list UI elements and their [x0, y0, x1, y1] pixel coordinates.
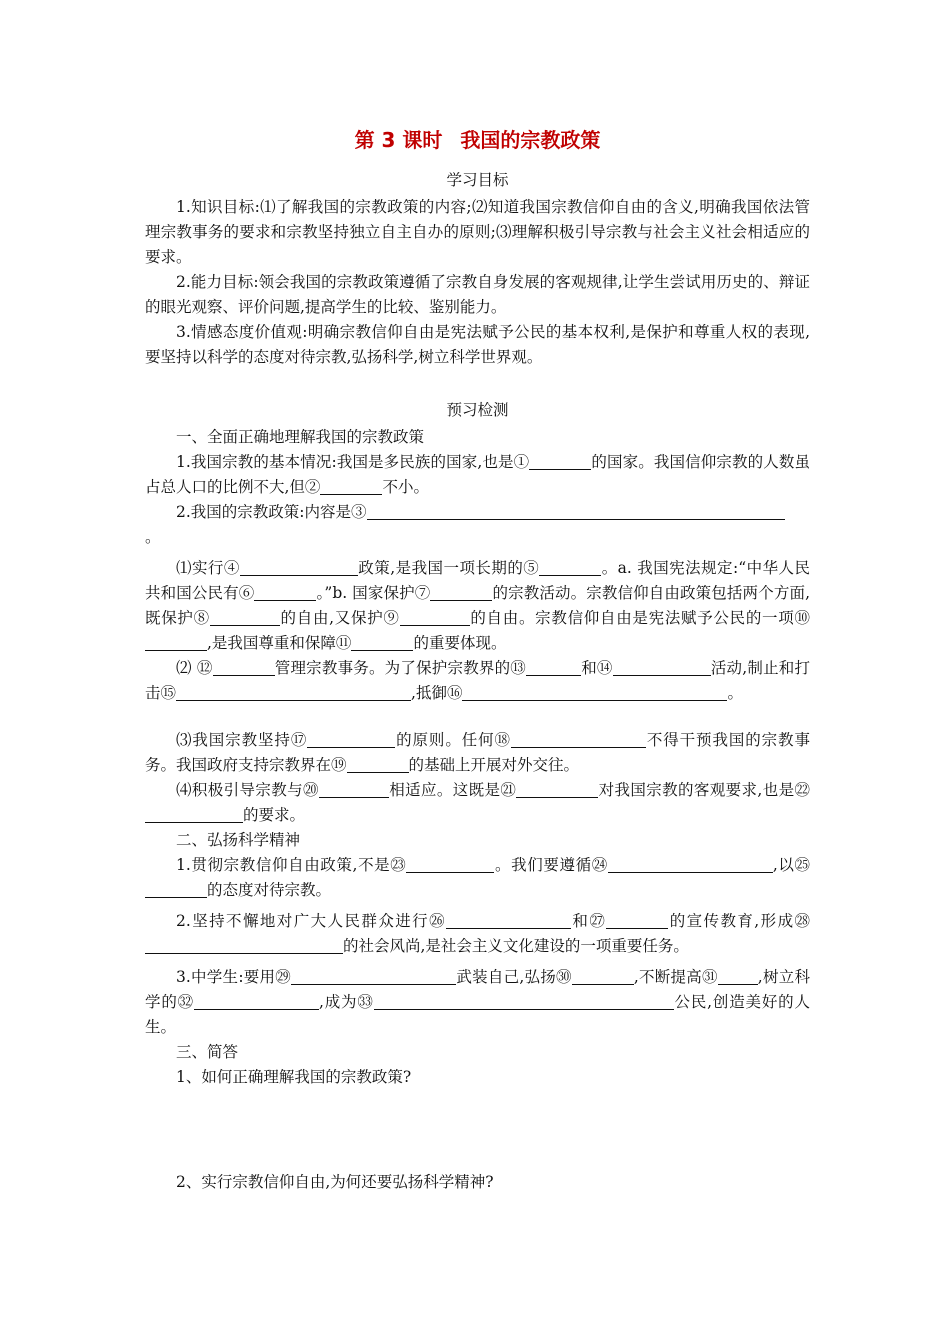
part1-s3: ⑶我国宗教坚持⑰ 的原则。任何⑱ 不得干预我国的宗教事务。我国政府支持宗教界在⑲ 的基础上开展对外交往。 — [145, 731, 810, 774]
part2-q3: 3.中学生:要用㉙ 武装自己,弘扬㉚ ,不断提高㉛ ,树立科学的㉜ ,成为㉝ 公民,创造美好的人生。 — [145, 968, 810, 1036]
blank-21[interactable] — [516, 781, 598, 798]
blank-29[interactable] — [291, 968, 456, 985]
part1-s4: ⑷积极引导宗教与⑳ 相适应。这既是㉑ 对我国宗教的客观要求,也是㉒的要求。 — [145, 778, 810, 828]
blank-19[interactable] — [347, 756, 409, 773]
blank-6[interactable] — [254, 584, 316, 601]
blank-8[interactable] — [210, 609, 280, 626]
blank-12[interactable] — [213, 659, 275, 676]
blank-3[interactable] — [367, 503, 785, 520]
blank-14[interactable] — [613, 659, 711, 676]
lesson-topic: 我国的宗教政策 — [460, 128, 601, 152]
blank-31[interactable] — [718, 968, 758, 985]
blank-32[interactable] — [194, 993, 319, 1010]
blank-16[interactable] — [462, 684, 727, 701]
blank-25[interactable] — [145, 881, 207, 898]
blank-28[interactable] — [145, 937, 343, 954]
part2-q1: 1.贯彻宗教信仰自由政策,不是㉓ 。我们要遵循㉔ ,以㉕的态度对待宗教。 — [145, 853, 810, 903]
blank-9[interactable] — [400, 609, 470, 626]
blank-5[interactable] — [539, 559, 601, 576]
part1-heading: 一、全面正确地理解我国的宗教政策 — [176, 428, 425, 446]
part2-q2: 2.坚持不懈地对广大人民群众进行㉖ 和㉗ 的宣传教育,形成㉘的社会风尚,是社会主义文化建设的一项重要任务。 — [145, 909, 810, 959]
part1-q2: 2.我国的宗教政策:内容是③ 。 — [145, 500, 810, 550]
blank-24[interactable] — [608, 856, 773, 873]
goals-heading: 学习目标 — [446, 171, 509, 189]
part2-heading: 二、弘扬科学精神 — [176, 831, 301, 849]
part3-q1: 1、如何正确理解我国的宗教政策? — [176, 1068, 412, 1086]
worksheet-page — [145, 118, 810, 1195]
page-title — [145, 126, 810, 154]
part3-heading: 三、简答 — [176, 1043, 239, 1061]
blank-26[interactable] — [446, 912, 571, 929]
blank-33[interactable] — [374, 993, 674, 1010]
part1-q1: 1.我国宗教的基本情况:我国是多民族的国家,也是① 的国家。我国信仰宗教的人数虽占总人口的比例不大,但② 不小。 — [145, 453, 810, 496]
blank-30[interactable] — [572, 968, 634, 985]
part1-s1: ⑴实行④ 政策,是我国一项长期的⑤ 。a. 我国宪法规定:“中华人民共和国公民有⑥ 。”b. 国家保护⑦ 的宗教活动。宗教信仰自由政策包括两个方面,既保护⑧ 的自由,又保护⑨ 的自由。宗教信仰自由是宪法赋予公民的一项⑩,是我国尊重和保障⑪ 的重要体现。 — [145, 559, 810, 652]
blank-2[interactable] — [320, 478, 382, 495]
blank-20[interactable] — [319, 781, 389, 798]
blank-23[interactable] — [406, 856, 494, 873]
goal-attitude: 3.情感态度价值观:明确宗教信仰自由是宪法赋予公民的基本权利,是保护和尊重人权的表现,要坚持以科学的态度对待宗教,弘扬科学,树立科学世界观。 — [145, 323, 810, 366]
blank-7[interactable] — [430, 584, 492, 601]
blank-22[interactable] — [145, 806, 243, 823]
blank-13[interactable] — [526, 659, 581, 676]
blank-1[interactable] — [529, 453, 591, 470]
blank-11[interactable] — [351, 634, 413, 651]
blank-27[interactable] — [606, 912, 668, 929]
part3-q2: 2、实行宗教信仰自由,为何还要弘扬科学精神? — [176, 1173, 494, 1191]
part1-s2: ⑵ ⑫ 管理宗教事务。为了保护宗教界的⑬ 和⑭ 活动,制止和打击⑮ ,抵御⑯ 。 — [145, 659, 810, 702]
blank-4[interactable] — [240, 559, 358, 576]
blank-18[interactable] — [511, 731, 646, 748]
goal-knowledge: 1.知识目标:⑴了解我国的宗教政策的内容;⑵知道我国宗教信仰自由的含义,明确我国依法管理宗教事务的要求和宗教坚持独立自主自办的原则;⑶理解积极引导宗教与社会主义社会相适应的要求。 — [145, 198, 810, 266]
blank-17[interactable] — [307, 731, 395, 748]
lesson-number: 第 3 课时 — [354, 128, 443, 152]
blank-15[interactable] — [176, 684, 411, 701]
blank-10[interactable] — [145, 634, 207, 651]
goal-ability: 2.能力目标:领会我国的宗教政策遵循了宗教自身发展的客观规律,让学生尝试用历史的、辩证的眼光观察、评价问题,提高学生的比较、鉴别能力。 — [145, 273, 810, 316]
preview-heading: 预习检测 — [446, 401, 509, 419]
